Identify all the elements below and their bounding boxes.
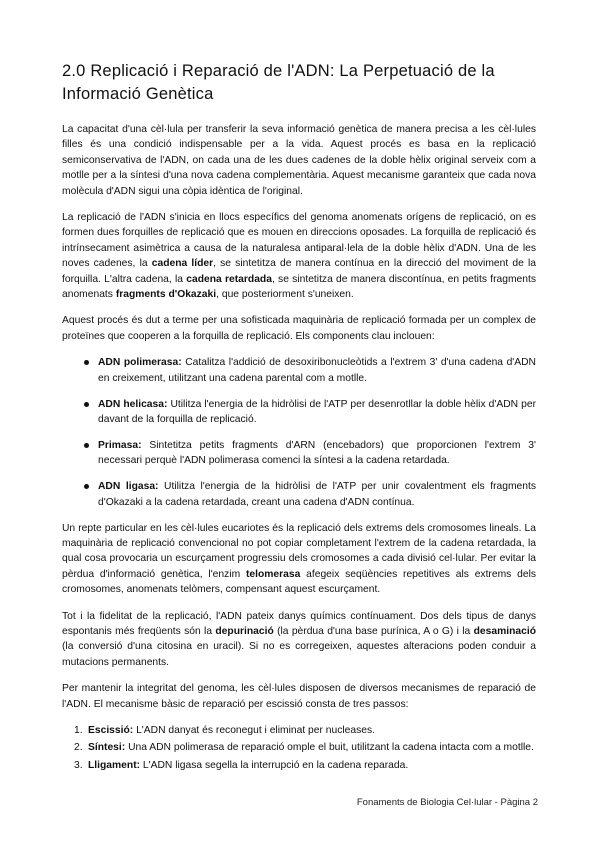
component-term: Primasa:	[98, 439, 142, 451]
step-number: 3.	[74, 759, 83, 771]
list-item	[62, 397, 536, 428]
paragraph-intro: La capacitat d'una cèl·lula per transferir la seva informació genètica de manera precisa a les cèl·lules filles és una condició indispensable per a la vida. Aquest procés es basa en la replicació semiconservativa de l'ADN, on cada una de les dues cadenes de la doble hèlix original serveix com a motlle per a la síntesi d'una nova cadena complementària. Aquest mecanisme garanteix que cada nova molècula d'ADN sigui una còpia idèntica de l'original.	[62, 124, 536, 197]
paragraph-replication-fork	[62, 210, 536, 302]
component-text: Utilitza l'energia de la hidròlisi de l'ATP per unir covalentment els fragments d'Okazaki a la cadena retardada, creant una cadena d'ADN contínua.	[98, 481, 536, 508]
step-text: L'ADN ligasa segella la interrupció en la cadena reparada.	[140, 759, 409, 771]
repair-steps-list	[62, 723, 536, 773]
component-term: ADN ligasa:	[98, 481, 159, 493]
term-deamination: desaminació	[473, 625, 536, 637]
text-run: , se sintetitza de manera discontínua, en petits fragments anomenats	[62, 273, 537, 301]
component-text: Catalitza l'addició de desoxiribonucleòtids a l'extrem 3' d'una cadena d'ADN en creixement, utilitzant una cadena parental com a motlle.	[98, 357, 536, 384]
text-run: , que posteriorment s'uneixen.	[216, 289, 354, 301]
bullet-icon	[84, 360, 89, 365]
bullet-icon	[84, 443, 89, 448]
list-item	[62, 740, 536, 755]
bullet-icon	[84, 484, 89, 489]
components-list	[62, 355, 536, 510]
term-depurination: depurinació	[215, 625, 274, 637]
component-term: ADN polimerasa:	[98, 357, 182, 369]
step-number: 1.	[74, 725, 83, 736]
paragraph-telomeres	[62, 521, 536, 598]
bullet-icon	[84, 402, 89, 407]
text-run: Tot i la fidelitat de la replicació, l'ADN pateix danys químics contínuament. Dos dels tipus de danys espontanis més freqüents són la	[62, 610, 536, 637]
list-item	[62, 758, 536, 773]
step-term: Lligament:	[88, 759, 141, 771]
text-run: (la conversió d'una citosina en uracil). Si no es corregeixen, aquestes alteracions poden conduir a mutacions permanents.	[62, 641, 536, 668]
text-run: (la pèrdua d'una base purínica, A o G) i la	[273, 625, 474, 637]
step-text: L'ADN danyat és reconegut i eliminat per nucleases.	[133, 725, 376, 736]
paragraph-repair: Per mantenir la integritat del genoma, les cèl·lules disposen de diversos mecanismes de reparació de l'ADN. El mecanisme bàsic de reparació per escissió consta de tres passos:	[62, 683, 536, 710]
component-text: Utilitza l'energia de la hidròlisi de l'ATP per desenrotllar la doble hèlix d'ADN per davant de la forquilla de replicació.	[98, 398, 536, 425]
term-lagging-strand: cadena retardada	[186, 273, 272, 285]
step-text: Una ADN polimerasa de reparació omple el buit, utilitzant la cadena intacta com a motlle.	[125, 742, 534, 754]
step-number: 2.	[74, 742, 83, 754]
term-telomerase: telomerasa	[245, 568, 301, 580]
text-run: afegeix seqüències repetitives als extrems dels cromosomes, anomenats telòmers, compensant aquest escurçament.	[62, 568, 537, 596]
list-item	[62, 723, 536, 738]
document-page	[62, 60, 536, 775]
list-item	[62, 479, 536, 510]
list-item	[62, 438, 536, 469]
text-run: Un repte particular en les cèl·lules eucariotes és la replicació dels extrems dels cromosomes lineals. La maquinària de replicació convencional no pot copiar completament l'extrem de la cadena retardada, la qual cosa provocaria un escurçament progressiu dels cromosomes a cada divisió cel·lular. Per evitar la pèrdua d'informació genètica, l'enzim	[62, 522, 536, 580]
term-okazaki-fragments: fragments d'Okazaki	[115, 289, 217, 301]
component-text: Sintetitza petits fragments d'ARN (encebadors) que proporcionen l'extrem 3' necessari perquè l'ADN polimerasa comenci la síntesi a la cadena retardada.	[98, 439, 536, 467]
term-leading-strand: cadena líder	[151, 258, 214, 270]
text-run: La replicació de l'ADN s'inicia en llocs específics del genoma anomenats orígens de replicació, on es formen dues forquilles de replicació que es mouen en direccions oposades. La forquilla de replicació és intrínsecament asimètrica a causa de la naturalesa antiparal·lela de la doble hèlix d'ADN. Una de les noves cadenes, la	[62, 212, 536, 270]
component-term: ADN helicasa:	[98, 398, 168, 410]
page-title: 2.0 Replicació i Reparació de l'ADN: La Perpetuació de la Informació Genètica	[62, 62, 495, 103]
text-run: , se sintetitza de manera contínua en la direcció del moviment de la forquilla. L'altra cadena, la	[62, 258, 537, 285]
paragraph-machinery: Aquest procés és dut a terme per una sofisticada maquinària de replicació formada per un complex de proteïnes que cooperen a la forquilla de replicació. Els components clau inclouen:	[62, 315, 536, 342]
paragraph-dna-damage	[62, 609, 536, 671]
page-footer: Fonaments de Biologia Cel·lular - Pàgina 2	[356, 797, 538, 808]
step-term: Síntesi:	[88, 742, 126, 754]
step-term: Escissió:	[88, 725, 134, 736]
list-item	[62, 355, 536, 386]
